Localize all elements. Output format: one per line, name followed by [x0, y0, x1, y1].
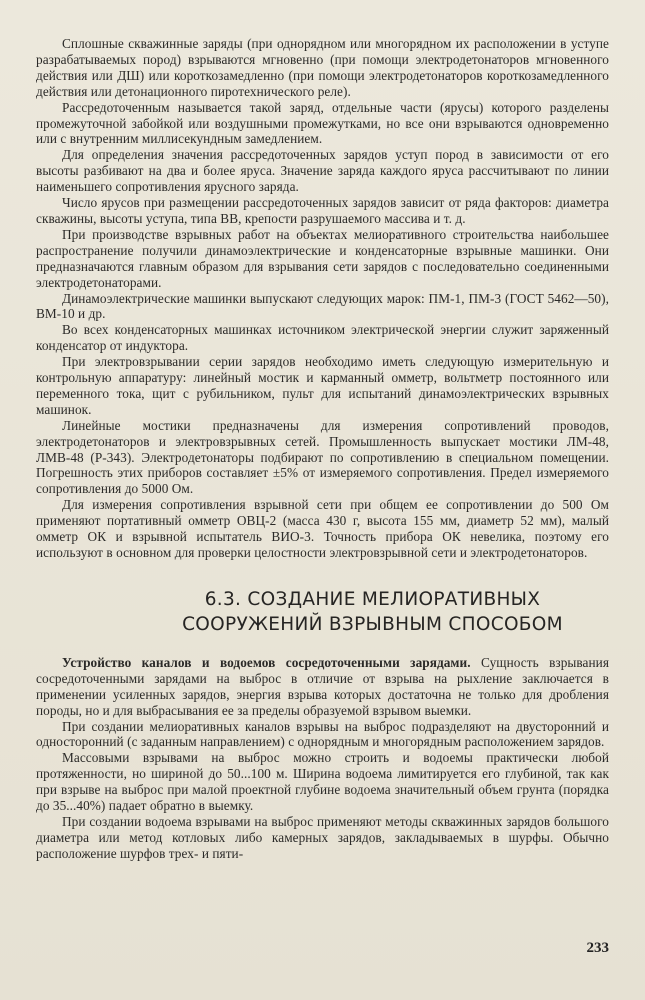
- paragraph: При производстве взрывных работ на объектах мелиоративного строительства наибольшее распространение получили динамоэлектрические и конденсаторные взрывные машинки. Они предназначаются главным образом для взрывания сети зарядов с последовательно соединенными электродетонаторами.: [36, 226, 609, 290]
- text-block-bottom: [36, 655, 609, 862]
- lead-bold-phrase: Устройство каналов и водоемов сосредоточенными зарядами.: [62, 654, 471, 670]
- paragraph: Сплошные скважинные заряды (при однорядном или многорядном их расположении в уступе разрабатываемых пород) взрываются мгновенно (при помощи электродетонаторов мгновенного действия или ДШ) или короткозамедленно (при помощи электродетонаторов короткозамедленного действия или детонационного пиротехнического реле).: [36, 36, 609, 99]
- paragraph: При создании мелиоративных каналов взрывы на выброс подразделяют на двусторонний и односторонний (с заданным направлением) с однорядным и многорядным расположением зарядов.: [36, 718, 609, 750]
- paragraph: Динамоэлектрические машинки выпускают следующих марок: ПМ-1, ПМ-3 (ГОСТ 5462—50), ВМ-10 и др.: [36, 290, 609, 322]
- section-heading-line: СООРУЖЕНИЙ ВЗРЫВНЫМ СПОСОБОМ: [182, 613, 563, 635]
- paragraph: Для измерения сопротивления взрывной сети при общем ее сопротивлении до 500 Ом применяют портативный омметр ОВЦ-2 (масса 430 г, высота 155 мм, диаметр 52 мм), малый омметр ОК и взрывной испытатель ВИО-3. Точность прибора ОК невелика, поэтому его используют в основном для проверки целостности электровзрывной сети и электродетонаторов.: [36, 497, 609, 560]
- paragraph: Число ярусов при размещении рассредоточенных зарядов зависит от ряда факторов: диаметра скважины, высоты уступа, типа ВВ, крепости разрушаемого массива и т. д.: [36, 195, 609, 226]
- paragraph-lead: [36, 655, 609, 719]
- paragraph: При создании водоема взрывами на выброс применяют методы скважинных зарядов большого диаметра или метод котловых либо камерных зарядов, закладываемых в шурфы. Обычно расположение шурфов трех- и пяти-: [36, 813, 609, 861]
- text-block-top: [36, 36, 609, 561]
- paragraph: Во всех конденсаторных машинках источником электрической энергии служит заряженный конденсатор от индуктора.: [36, 322, 609, 354]
- paragraph: При электровзрывании серии зарядов необходимо иметь следующую измерительную и контрольную аппаратуру: линейный мостик и карманный омметр, вольтметр постоянного или переменного тока, щит с рубильником, пульт для испытаний динамоэлектрических взрывных машинок.: [36, 354, 609, 417]
- lead-text: Сущность взрывания сосредоточенными зарядами на выброс в отличие от взрыва на рыхление заключается в применении усиленных зарядов, энергия взрыва которых достаточна не только для дробления породы, но и для выбрасывания ее за пределы образуемой взрывом выемки.: [36, 654, 609, 718]
- paragraph: Линейные мостики предназначены для измерения сопротивлений проводов, электродетонаторов и электровзрывных сетей. Промышленность выпускает мостики ЛМ-48, ЛМВ-48 (Р-343). Электродетонаторы подбирают по сопротивлению в специальном помещении. Погрешность этих приборов составляет ±5% от измеряемого сопротивления. Предел измеряемого сопротивления до 5000 Ом.: [36, 417, 609, 497]
- section-heading-line: 6.3. СОЗДАНИЕ МЕЛИОРАТИВНЫХ: [204, 588, 541, 610]
- paragraph: Рассредоточенным называется такой заряд, отдельные части (ярусы) которого разделены промежуточной забойкой или воздушными промежутками, но все они взрываются одновременно или с внутренним миллисекундным замедлением.: [36, 99, 609, 147]
- paragraph: Массовыми взрывами на выброс можно строить и водоемы практически любой протяженности, но шириной до 50...100 м. Ширина водоема лимитируется его глубиной, так как при взрыве на выброс при малой проектной глубине водоема значительный объем грунта (порядка до 35...40%) падает обратно в выемку.: [36, 750, 609, 814]
- page-number: 233: [586, 940, 609, 956]
- paragraph: Для определения значения рассредоточенных зарядов уступ пород в зависимости от его высоты разбивают на два и более яруса. Значение заряда каждого яруса рассчитывают по линии наименьшего сопротивления ярусного заряда.: [36, 147, 609, 195]
- section-heading: [36, 587, 609, 637]
